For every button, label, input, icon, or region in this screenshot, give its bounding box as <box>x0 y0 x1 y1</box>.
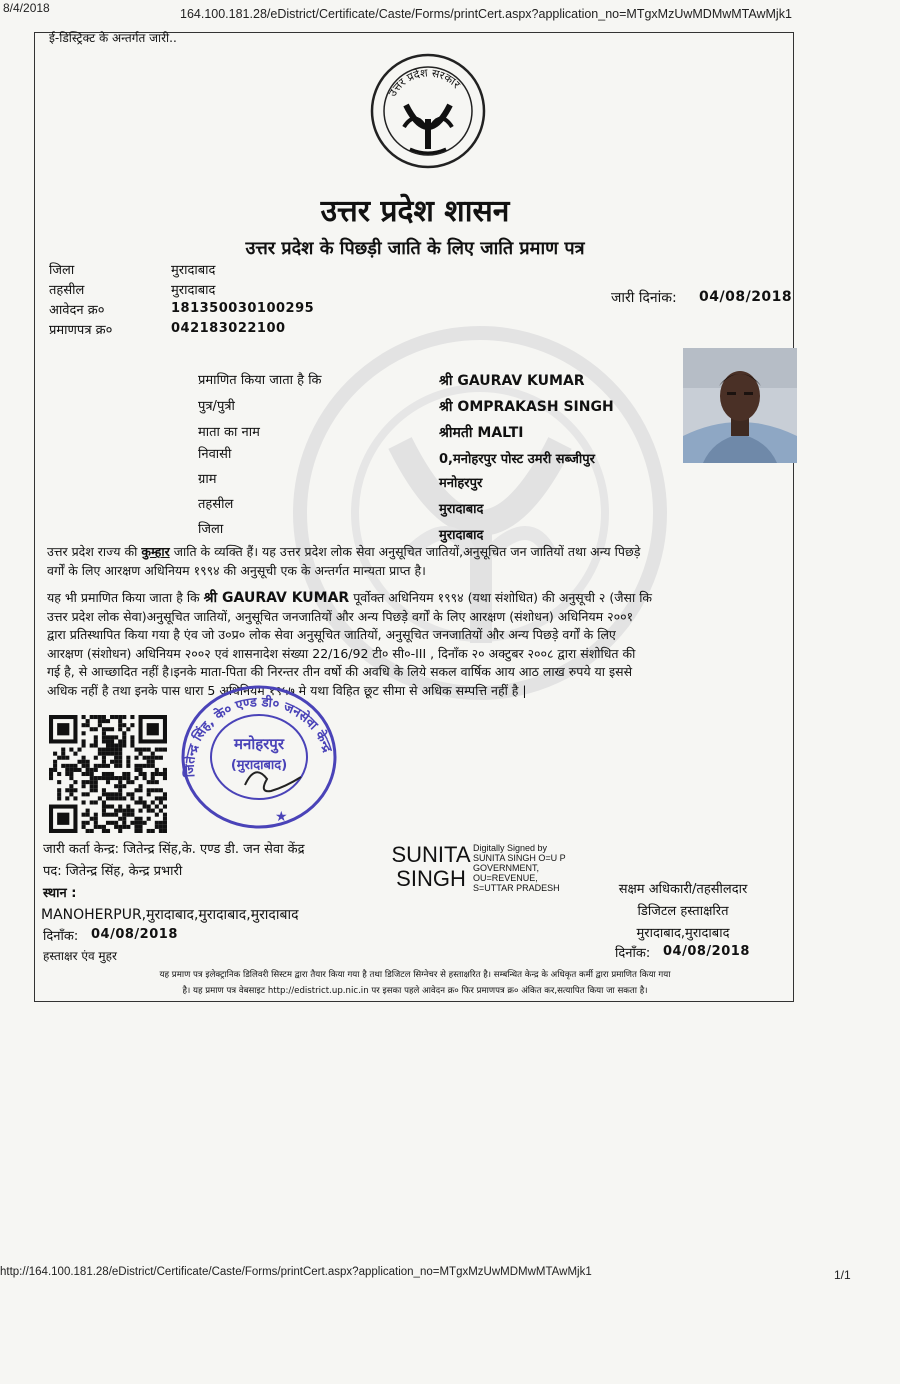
officer-sig: डिजिटल हस्ताक्षरित <box>637 904 729 919</box>
issuer-center: जारी कर्ता केन्द्र: जितेन्द्र सिंह,के. एण्ड डी. जन सेवा केंद्र <box>43 842 305 857</box>
print-url: 164.100.181.28/eDistrict/Certificate/Caste/Forms/printCert.aspx?application_no=MTgxMzUwMDMwMTAwMjk1 <box>180 7 792 21</box>
stamp-center-2: (मुरादाबाद) <box>230 758 288 773</box>
digital-signature-details <box>473 843 566 893</box>
caste-certificate <box>34 32 794 1002</box>
sig-name-2: SINGH <box>396 866 466 891</box>
detail-district-label: जिला <box>198 522 224 537</box>
detail-residence-label: निवासी <box>198 447 232 462</box>
digital-signature-name <box>387 843 475 891</box>
caste-name: कुम्हार <box>141 544 170 559</box>
detail-tehsil-label: तहसील <box>198 497 234 512</box>
detail-parent-value: श्री OMPRAKASH SINGH <box>439 399 614 415</box>
print-page-number: 1/1 <box>834 1268 851 1282</box>
detail-mother-label: माता का नाम <box>198 425 260 440</box>
para2-line3: द्वारा प्रतिस्थापित किया गया है एंव जो उ०प्र० लोक सेवा अनुसूचित जातियों, अनुसूचित जनजातियों और अन्य पिछड़े वर्गों के लिए <box>47 627 616 642</box>
para1-rest: जाति के व्यक्ति हैं। यह उत्तर प्रदेश लोक सेवा अनुसूचित जातियों,अनुसूचित जन जातियों तथा अन्य पिछड़े <box>169 544 641 559</box>
detail-name-value: श्री GAURAV KUMAR <box>439 373 585 389</box>
issuer-place-label: स्थान : <box>43 886 77 901</box>
para1-pre: उत्तर प्रदेश राज्य की <box>47 544 142 559</box>
meta-district-label: जिला <box>49 263 75 278</box>
para1-line2: वर्गों के लिए आरक्षण अधिनियम १९९४ की अनुसूची एक के अन्तर्गत मान्यता प्राप्त है। <box>47 562 426 578</box>
officer-title: सक्षम अधिकारी/तहसीलदार <box>618 882 748 897</box>
sig-line-4: OU=REVENUE, <box>473 873 538 883</box>
qr-code <box>49 715 167 833</box>
emblem-text: उत्तर प्रदेश सरकार <box>385 66 463 99</box>
meta-application-label: आवेदन क्र० <box>49 303 105 318</box>
detail-parent-label: पुत्र/पुत्री <box>198 399 235 414</box>
print-footer-url: http://164.100.181.28/eDistrict/Certificate/Caste/Forms/printCert.aspx?application_no=MTgxMzUwMDMwMTAwMjk1 <box>0 1266 592 1278</box>
issuer-sign-label: हस्ताक्षर एंव मुहर <box>43 949 117 963</box>
detail-village-value: मनोहरपुर <box>439 476 483 491</box>
print-date: 8/4/2018 <box>3 1 50 15</box>
officer-date: 04/08/2018 <box>663 944 750 959</box>
issuer-place: MANOHERPUR,मुरादाबाद,मुरादाबाद,मुरादाबाद <box>41 907 299 923</box>
para2-name: श्री GAURAV KUMAR <box>203 590 350 606</box>
sig-line-3: GOVERNMENT, <box>473 863 540 873</box>
applicant-photo <box>683 348 797 463</box>
paragraph-certification <box>47 589 787 700</box>
detail-district-value: मुरादाबाद <box>439 528 484 543</box>
issuer-date-label: दिनाँक: <box>43 929 79 944</box>
issue-date-label: जारी दिनांक: <box>611 290 677 306</box>
detail-certified-label: प्रमाणित किया जाता है कि <box>198 373 322 388</box>
issuer-post: पद: जितेन्द्र सिंह, केन्द्र प्रभारी <box>43 864 183 879</box>
para2-pre: यह भी प्रमाणित किया जाता है कि <box>47 590 204 605</box>
certificate-title: उत्तर प्रदेश शासन <box>320 194 510 229</box>
issuer-date: 04/08/2018 <box>91 927 178 942</box>
issue-date: 04/08/2018 <box>699 289 793 305</box>
detail-residence-value: 0,मनोहरपुर पोस्ट उमरी सब्जीपुर <box>439 452 595 467</box>
certificate-footer-note <box>35 967 795 999</box>
up-government-emblem-icon <box>370 53 486 169</box>
meta-application-value: 181350030100295 <box>171 301 315 316</box>
stamp-center-1: मनोहरपुर <box>234 735 284 753</box>
footer-line-1: यह प्रमाण पत्र इलेक्ट्रानिक डिलिवरी सिस्टम द्वारा तैयार किया गया है तथा डिजिटल सिग्नेचर से हस्ताक्षरित है। सम्बन्धित केन्द्र के अधिकृत कर्मी द्वारा प्रमाणित किया गया <box>159 970 671 980</box>
para2-line2: उत्तर प्रदेश लोक सेवा)अनुसूचित जातियों, अनुसूचित जनजातियों और अन्य पिछड़े वर्गों के लिए आरक्षण (संशोधन) अधिनियम २००१ <box>47 608 634 624</box>
meta-tehsil-value: मुरादाबाद <box>171 283 216 298</box>
meta-tehsil-label: तहसील <box>49 283 85 298</box>
paragraph-caste <box>47 543 787 580</box>
sig-line-5: S=UTTAR PRADESH <box>473 883 560 893</box>
detail-village-label: ग्राम <box>198 472 217 487</box>
para2-line4: आरक्षण (संशोधन) अधिनियम २००२ एवं शासनादेश संख्या 22/16/92 टी० सी०-III , दिनाँक २० अक्टुबर २००८ द्वारा संशोधित की <box>47 645 636 661</box>
svg-text:★: ★ <box>275 809 288 825</box>
sig-line-1: Digitally Signed by <box>473 843 548 853</box>
officer-date-label: दिनाँक: <box>615 946 651 961</box>
para2-line1-rest: पूर्वोक्त अधिनियम १९९४ (यथा संशोधित) की अनुसूची २ (जैसा कि <box>349 590 653 605</box>
detail-tehsil-value: मुरादाबाद <box>439 502 484 517</box>
footer-line-2: है। यह प्रमाण पत्र वेबसाइट http://edistrict.up.nic.in पर इसका पहले आवेदन क्र० फिर प्रमाणपत्र क्र० अंकित कर,सत्यापित किया जा सकता है। <box>182 986 648 996</box>
meta-certificate-value: 042183022100 <box>171 321 286 336</box>
svg-text:उत्तर प्रदेश सरकार <box>386 66 463 99</box>
meta-certificate-label: प्रमाणपत्र क्र० <box>49 323 113 338</box>
para2-line5: गई है, से आच्छादित नहीं है।इनके माता-पिता की निरन्तर तीन वर्षो की अवधि के लिये सकल वार्षिक आय आठ लाख रुपये या इससे <box>47 664 633 679</box>
top-note: ई-डिस्ट्रिक्ट के अन्तर्गत जारी.. <box>49 31 177 45</box>
official-stamp-icon <box>175 683 341 835</box>
officer-place: मुरादाबाद,मुरादाबाद <box>636 926 730 941</box>
sig-line-2: SUNITA SINGH O=U P <box>473 853 566 863</box>
stamp-outer-text: जितेन्द्र सिंह, के० एण्ड डी० जनसेवा केन्द्र <box>182 695 335 778</box>
para2-line6: अधिक नहीं है तथा इनके पास धारा 5 अधिनियम १९५७ मे यथा विहित छूट सीमा से अधिक सम्पत्ति नहीं है | <box>47 682 527 698</box>
meta-district-value: मुरादाबाद <box>171 263 216 278</box>
sig-name-1: SUNITA <box>391 842 471 867</box>
detail-mother-value: श्रीमती MALTI <box>439 425 524 441</box>
certificate-subtitle: उत्तर प्रदेश के पिछड़ी जाति के लिए जाति प्रमाण पत्र <box>245 238 585 259</box>
